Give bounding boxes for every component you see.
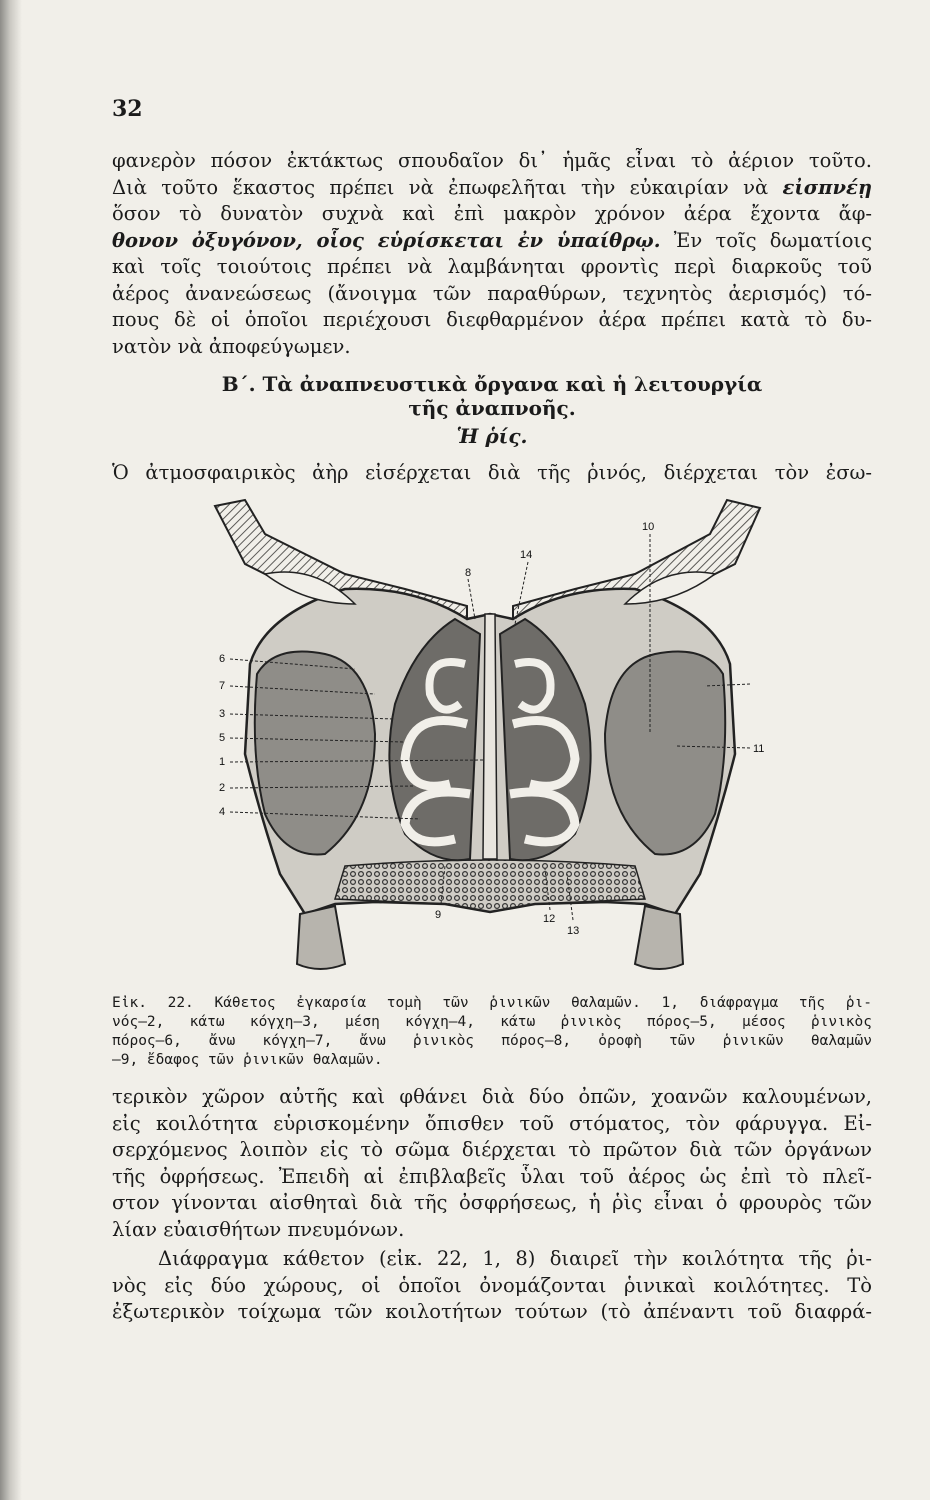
- figure-label: 8: [465, 567, 472, 579]
- figure-label: 7: [219, 680, 226, 692]
- paragraph-1: [112, 148, 872, 360]
- page-number: 32: [112, 96, 143, 122]
- figure-label: 5: [219, 732, 226, 744]
- figure-label: 2: [219, 782, 226, 794]
- paragraph-3: [112, 1246, 872, 1326]
- caption-line: —9, ἔδαφος τῶν ῥινικῶν θαλαμῶν.: [112, 1052, 383, 1068]
- text-line: νὸς εἰς δύο χώρους, οἱ ὁποῖοι ὀνομάζονται ῥινικαὶ κοιλότητες. Τὸ: [112, 1273, 872, 1297]
- figure-label: 11: [753, 743, 765, 755]
- caption-line: πόρος—6, ἄνω κόγχη—7, ἄνω ῥινικὸς πόρος—8, ὀροφὴ τῶν ῥινικῶν θαλαμῶν: [112, 1033, 872, 1049]
- text-line: καὶ τοῖς τοιούτοις πρέπει νὰ λαμβάνηται φροντὶς περὶ διαρκοῦς τοῦ: [112, 255, 872, 278]
- paragraph-2: [112, 1084, 872, 1243]
- text-line: Διὰ τοῦτο ἕκαστος πρέπει νὰ ἐπωφελῆται τὴν εὐκαιρίαν νὰ εἰσπνέῃ: [112, 175, 872, 199]
- text-line: στον γίνονται αἰσθηταὶ διὰ τῆς ὀσφρήσεως, ἡ ῥὶς εἶναι ὁ φρουρὸς τῶν: [112, 1191, 872, 1214]
- figure-caption: [112, 994, 872, 1070]
- section-heading-line: τῆς ἀναπνοῆς.: [408, 396, 576, 420]
- caption-line: Εἰκ. 22. Κάθετος ἐγκαρσία τομὴ τῶν ῥινικῶν θαλαμῶν. 1, διάφραγμα τῆς ῥι-: [112, 995, 872, 1011]
- figure-label: 13: [567, 925, 580, 937]
- text-line: Ὁ ἀτμοσφαιρικὸς ἀὴρ εἰσέρχεται διὰ τῆς ῥινός, διέρχεται τὸν ἐσω-: [112, 461, 872, 484]
- text-line: τῆς ὀφρήσεως. Ἐπειδὴ αἱ ἐπιβλαβεῖς ὗλαι τοῦ ἀέρος ὡς ἐπὶ τὸ πλεῖ-: [112, 1164, 872, 1188]
- emphasis-word: εἰσπνέῃ: [782, 175, 872, 199]
- caption-line: νός—2, κάτω κόγχη—3, μέση κόγχη—4, κάτω ῥινικὸς πόρος—5, μέσος ῥινικὸς: [112, 1014, 872, 1030]
- figure-label: 6: [219, 653, 226, 665]
- nasal-cavity-illustration: [205, 494, 775, 980]
- text-line: ἀέρος ἀνανεώσεως (ἄνοιγμα τῶν παραθύρων, τεχνητὸς ἀερισμός) τό-: [112, 281, 872, 305]
- text-line-emphasis: ὅσον τὸ δυνατὸν συχνὰ καὶ ἐπὶ μακρὸν χρόνον ἀέρα ἔχοντα ἄφ-: [112, 202, 872, 225]
- text-line: Διάφραγμα κάθετον (εἰκ. 22, 1, 8) διαιρεῖ τὴν κοιλότητα τῆς ῥι-: [158, 1247, 872, 1270]
- figure-label: 14: [520, 549, 533, 561]
- text-line: εἰς κοιλότητα εὑρισκομένην ὄπισθεν τοῦ στόματος, τὸν φάρυγγα. Εἰ-: [112, 1111, 872, 1135]
- figure-label: 9: [435, 909, 442, 921]
- cavity-floor: [335, 860, 645, 912]
- figure-label: 10: [642, 521, 655, 533]
- figure-label: 3: [219, 708, 226, 720]
- nasal-septum: [483, 614, 497, 859]
- page-edge-shadow: [0, 0, 22, 1500]
- left-tooth: [297, 906, 345, 969]
- figure-label: 4: [219, 806, 226, 818]
- text-line: ἐξωτερικὸν τοίχωμα τῶν κοιλοτήτων τούτων (τὸ ἀπέναντι τοῦ διαφρά-: [112, 1300, 872, 1323]
- right-tooth: [635, 906, 683, 969]
- paragraph-2-intro: [112, 460, 872, 487]
- section-heading: [112, 372, 872, 420]
- text-line: πους δὲ οἱ ὁποῖοι περιέχουσι διεφθαρμένον ἀέρα πρέπει κατὰ τὸ δυ-: [112, 308, 872, 331]
- figure-label: 1: [219, 756, 226, 768]
- text-line: τερικὸν χῶρον αὐτῆς καὶ φθάνει διὰ δύο ὀπῶν, χοανῶν καλουμένων,: [112, 1085, 872, 1108]
- section-heading-line: Β΄. Τὰ ἀναπνευστικὰ ὄργανα καὶ ἡ λειτουργία: [221, 372, 763, 396]
- nasal-cavity-figure: [205, 494, 775, 980]
- subheading: Ἡ ῥίς.: [456, 424, 528, 448]
- text-line: νατὸν νὰ ἀποφεύγωμεν.: [112, 334, 351, 358]
- figure-label: 12: [543, 913, 556, 925]
- text-line: φανερὸν πόσον ἐκτάκτως σπουδαῖον δι᾽ ἡμᾶς εἶναι τὸ ἀέριον τοῦτο.: [112, 149, 872, 172]
- text-line: θονον ὀξυγόνον, οἷος εὑρίσκεται ἐν ὑπαίθρῳ. Ἐν τοῖς δωματίοις: [112, 228, 872, 252]
- text-line: σερχόμενος λοιπὸν εἰς τὸ σῶμα διέρχεται τὸ πρῶτον διὰ τῶν ὀργάνων: [112, 1138, 872, 1161]
- text-line: λίαν εὐαισθήτων πνευμόνων.: [112, 1217, 405, 1241]
